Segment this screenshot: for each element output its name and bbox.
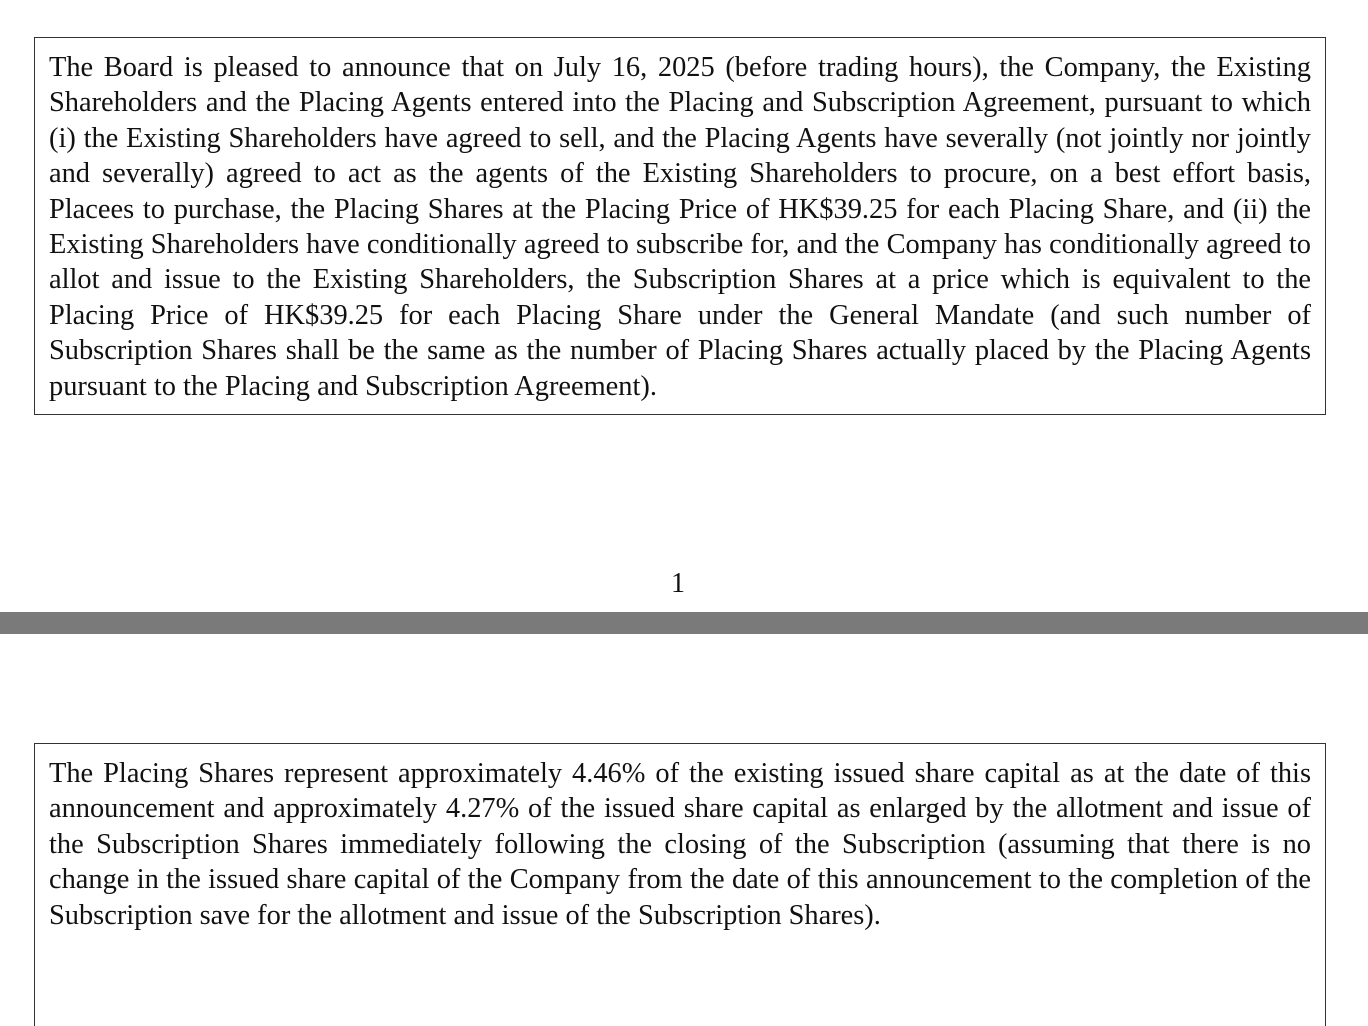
page-separator <box>0 612 1368 634</box>
document-page-2 <box>0 634 1368 992</box>
page-number: 1 <box>671 568 685 599</box>
placing-shares-percentage-box: The Placing Shares represent approximately 4.46% of the existing issued share capital as at the date of this announcement and approximately 4.27% of the issued share capital as enlarged by the allotment and issue of the Subscription Shares immediately following the closing of the Subscription (assuming that there is no change in the issued share capital of the Company from the date of this announcement to the completion of the Subscription save for the allotment and issue of the Subscription Shares). <box>34 743 1326 1026</box>
placing-subscription-summary-box: The Board is pleased to announce that on July 16, 2025 (before trading hours), the Company, the Existing Shareholders and the Placing Agents entered into the Placing and Subscription Agreement, pursuant to which (i) the Existing Shareholders have agreed to sell, and the Placing Agents have severally (not jointly nor jointly and severally) agreed to act as the agents of the Existing Shareholders to procure, on a best effort basis, Placees to purchase, the Placing Shares at the Placing Price of HK$39.25 for each Placing Share, and (ii) the Existing Shareholders have conditionally agreed to subscribe for, and the Company has conditionally agreed to allot and issue to the Existing Shareholders, the Subscription Shares at a price which is equivalent to the Placing Price of HK$39.25 for each Placing Share under the General Mandate (and such number of Subscription Shares shall be the same as the number of Placing Shares actually placed by the Placing Agents pursuant to the Placing and Subscription Agreement). <box>34 37 1326 415</box>
